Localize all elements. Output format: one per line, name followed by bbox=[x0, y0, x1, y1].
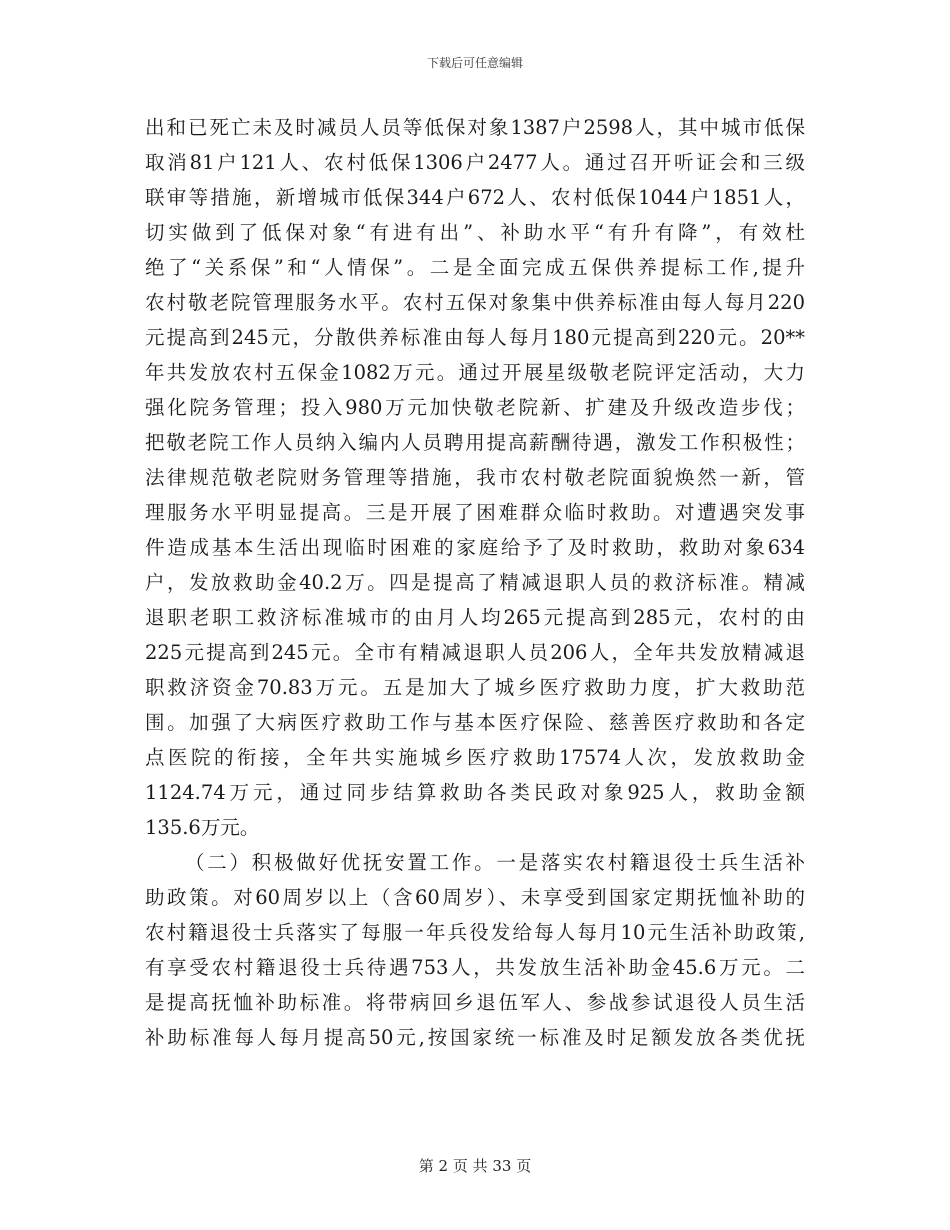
text-line: 农村籍退役士兵落实了每服一年兵役发给每人每月10元生活补助政策, bbox=[145, 921, 805, 944]
text-line: 元提高到245元，分散供养标准由每人每月180元提高到220元。20** bbox=[145, 326, 805, 349]
text-line: 有享受农村籍退役士兵待遇753人，共发放生活补助金45.6万元。二 bbox=[145, 956, 805, 979]
text-line: 把敬老院工作人员纳入编内人员聘用提高薪酬待遇，激发工作积极性； bbox=[145, 431, 805, 454]
document-body bbox=[145, 110, 805, 1055]
text-line: 户，发放救助金40.2万。四是提高了精减退职人员的救济标准。精减 bbox=[145, 571, 805, 594]
text-line: 出和已死亡未及时减员人员等低保对象1387户2598人，其中城市低保 bbox=[145, 116, 805, 139]
paragraph-heading-line: （二）积极做好优抚安置工作。一是落实农村籍退役士兵生活补 bbox=[185, 851, 805, 874]
text-line: 退职老职工救济标准城市的由月人均265元提高到285元，农村的由 bbox=[145, 606, 805, 629]
text-line: 助政策。对60周岁以上（含60周岁）、未享受到国家定期抚恤补助的 bbox=[145, 886, 805, 909]
text-line: 135.6万元。 bbox=[145, 816, 260, 839]
text-line: 联审等措施，新增城市低保344户672人、农村低保1044户1851人， bbox=[145, 186, 805, 209]
text-line: 强化院务管理；投入980万元加快敬老院新、扩建及升级改造步伐； bbox=[145, 396, 805, 419]
text-line: 件造成基本生活出现临时困难的家庭给予了及时救助，救助对象634 bbox=[145, 536, 805, 559]
text-line: 切实做到了低保对象“有进有出”、补助水平“有升有降”，有效杜 bbox=[145, 221, 805, 244]
text-line: 取消81户121人、农村低保1306户2477人。通过召开听证会和三级 bbox=[145, 151, 805, 174]
text-line: 点医院的衔接，全年共实施城乡医疗救助17574人次，发放救助金 bbox=[145, 746, 805, 769]
text-line: 围。加强了大病医疗救助工作与基本医疗保险、慈善医疗救助和各定 bbox=[145, 711, 805, 734]
text-line: 理服务水平明显提高。三是开展了困难群众临时救助。对遭遇突发事 bbox=[145, 501, 805, 524]
text-line: 职救济资金70.83万元。五是加大了城乡医疗救助力度，扩大救助范 bbox=[145, 676, 805, 699]
page-number: 第 2 页 共 33 页 bbox=[418, 1157, 532, 1175]
text-line: 补助标准每人每月提高50元,按国家统一标准及时足额发放各类优抚 bbox=[145, 1026, 805, 1049]
text-line: 225元提高到245元。全市有精减退职人员206人，全年共发放精减退 bbox=[145, 641, 805, 664]
text-line: 1124.74万元，通过同步结算救助各类民政对象925人，救助金额 bbox=[145, 781, 805, 804]
text-line: 法律规范敬老院财务管理等措施，我市农村敬老院面貌焕然一新，管 bbox=[145, 466, 805, 489]
text-line: 是提高抚恤补助标准。将带病回乡退伍军人、参战参试退役人员生活 bbox=[145, 991, 805, 1014]
text-line: 绝了“关系保”和“人情保”。二是全面完成五保供养提标工作,提升 bbox=[145, 256, 805, 279]
text-line: 农村敬老院管理服务水平。农村五保对象集中供养标准由每人每月220 bbox=[145, 291, 805, 314]
text-line: 年共发放农村五保金1082万元。通过开展星级敬老院评定活动，大力 bbox=[145, 361, 805, 384]
page-header: 下载后可任意编辑 bbox=[426, 56, 523, 70]
